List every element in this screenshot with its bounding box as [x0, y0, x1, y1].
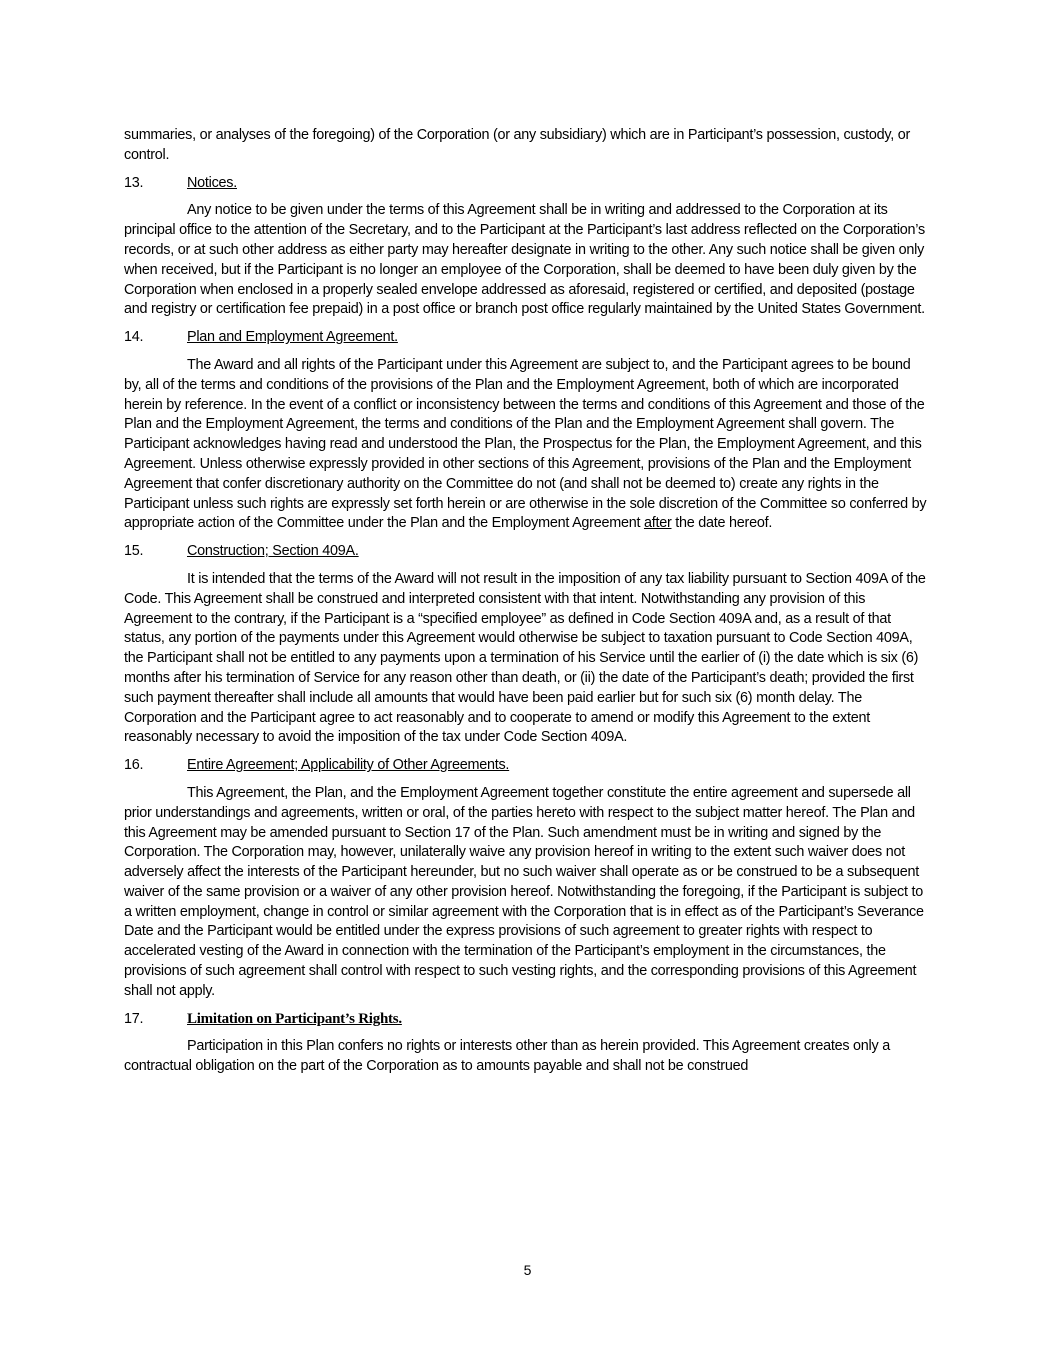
section-title: Notices. [187, 174, 237, 191]
section-heading-limitation-on-rights [124, 1010, 930, 1030]
page-number: 5 [523, 1262, 532, 1278]
body-text: the date hereof. [671, 515, 773, 532]
section-number: 14. [124, 329, 144, 346]
continued-paragraph: summaries, or analyses of the foregoing) of the Corporation (or any subsidiary) which are in Participant’s possession, custody, or control. [124, 127, 911, 163]
section-body-limitation-on-rights: Participation in this Plan confers no rights or interests other than as herein provided. This Agreement creates only a contractual obligation on the part of the Corporation as to amounts payable and shall not be construed [124, 1038, 890, 1075]
section-heading-construction-409a [124, 542, 930, 562]
body-text: The Award and all rights of the Participant under this Agreement are subject to, and the Participant agrees to be bound by, all of the terms and conditions of the provisions of the Plan and the Employment Agreement, both of which are incorporated herein by reference. In the event of a conflict or inconsistency between the terms and conditions of this Agreement and those of the Plan and the Employment Agreement, the terms and conditions of the Plan and the Employment Agreement shall govern. The Participant acknowledges having read and understood the Plan, the Prospectus for the Plan, the Employment Agreement, and this Agreement. Unless otherwise expressly provided in other sections of this Agreement, provisions of the Plan and the Employment Agreement that confer discretionary authority on the Committee do not (and shall not be deemed to) create any rights in the Participant unless such rights are expressly set forth herein or are otherwise in the sole discretion of the Committee so conferred by appropriate action of the Committee under the Plan and the Employment Agreement [124, 356, 927, 532]
section-title: Limitation on Participant’s Rights. [187, 1010, 402, 1027]
document-page [124, 126, 930, 1085]
section-title: Entire Agreement; Applicability of Other Agreements. [187, 757, 510, 774]
section-heading-notices [124, 174, 930, 194]
section-body-plan-and-employment-agreement [124, 356, 930, 534]
section-body-notices: Any notice to be given under the terms of this Agreement shall be in writing and addressed to the Corporation at its principal office to the attention of the Secretary, and to the Participant at the Participant’s last address reflected on the Corporation’s records, or at such other address as either party may hereafter designate in writing to the other. Any such notice shall be given only when received, but if the Participant is no longer an employee of the Corporation, shall be deemed to have been duly given by the Corporation when enclosed in a properly sealed envelope addressed as aforesaid, registered or certified, and deposited (postage and registry or certification fee prepaid) in a post office or branch post office regularly maintained by the United States Government. [124, 202, 925, 318]
section-number: 17. [124, 1010, 144, 1027]
emphasized-word: after [643, 515, 672, 532]
section-body-entire-agreement: This Agreement, the Plan, and the Employment Agreement together constitute the entire agreement and supersede all prior understandings and agreements, written or oral, of the parties hereto with respect to the subject matter hereof. The Plan and this Agreement may be amended pursuant to Section 17 of the Plan. Such amendment must be in writing and signed by the Corporation. The Corporation may, however, unilaterally waive any provision hereof in writing to the extent such waiver does not adversely affect the interests of the Participant hereunder, but no such waiver shall operate as or be construed to be a subsequent waiver of the same provision or a waiver of any other provision hereof. Notwithstanding the foregoing, if the Participant is subject to a written employment, change in control or similar agreement with the Corporation that is in effect as of the Participant’s Severance Date and the Participant would be entitled under the express provisions of such agreement to greater rights with respect to accelerated vesting of the Award in connection with the termination of the Participant’s employment in the circumstances, the provisions of such agreement shall control with respect to such vesting rights, and the corresponding provisions of this Agreement shall not apply. [124, 784, 924, 999]
section-title: Plan and Employment Agreement. [187, 329, 398, 346]
section-body-construction-409a: It is intended that the terms of the Award will not result in the imposition of any tax liability pursuant to Section 409A of the Code. This Agreement shall be construed and interpreted consistent with that intent. Notwithstanding any provision of this Agreement to the contrary, if the Participant is a “specified employee” as defined in Code Section 409A and, as a result of that status, any portion of the payments under this Agreement would otherwise be subject to taxation pursuant to Code Section 409A, the Participant shall not be entitled to any payments upon a termination of his Service until the earlier of (i) the date which is six (6) months after his termination of Service for any reason other than death, or (ii) the date of the Participant’s death; provided the first such payment thereafter shall include all amounts that would have been paid earlier but for such six (6) month delay. The Corporation and the Participant agree to act reasonably and to cooperate to amend or modify this Agreement to the extent reasonably necessary to avoid the imposition of the tax under Code Section 409A. [124, 570, 926, 746]
section-heading-plan-and-employment-agreement [124, 328, 930, 348]
section-title: Construction; Section 409A. [187, 543, 359, 560]
section-number: 13. [124, 174, 144, 191]
section-number: 16. [124, 757, 144, 774]
section-heading-entire-agreement [124, 756, 930, 776]
section-number: 15. [124, 543, 144, 560]
